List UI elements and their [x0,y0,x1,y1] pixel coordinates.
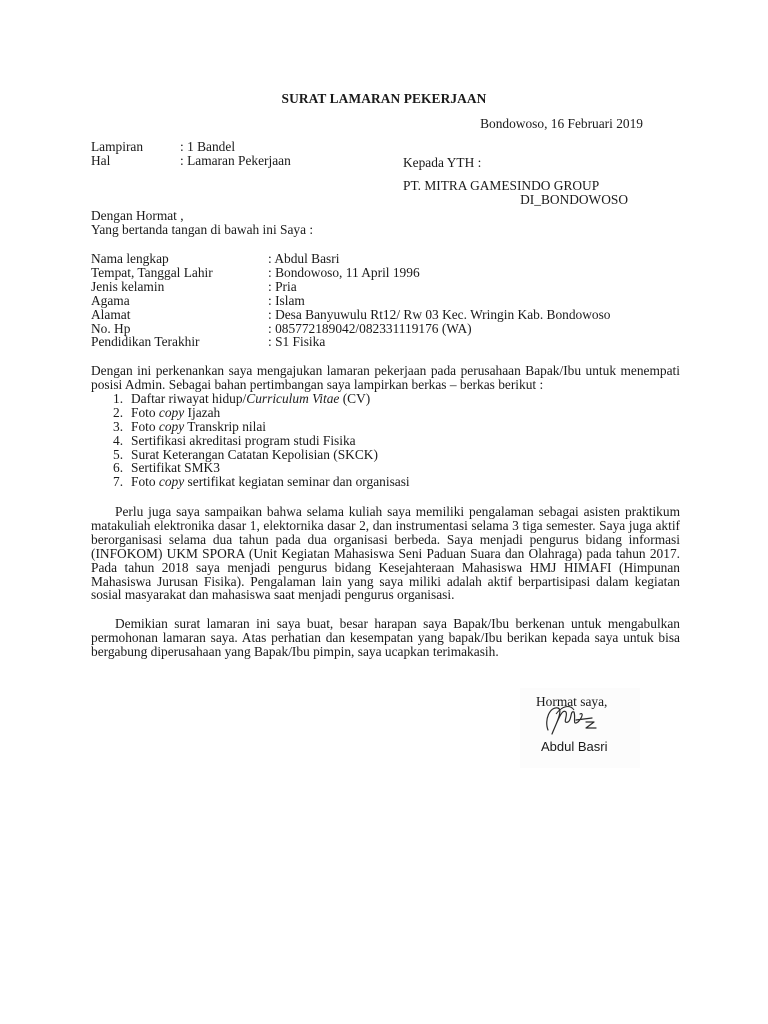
signature-name: Abdul Basri [541,739,608,754]
attachment-text-part: Ijazah [184,404,221,420]
attachment-text-part: sertifikat kegiatan seminar dan organisasi [184,474,410,490]
attachment-text [131,406,220,420]
meta-label-hal: Hal [91,153,111,168]
signature-block [520,688,640,768]
recipient-salutation: Kepada YTH : [403,155,482,170]
info-row-religion [91,294,611,308]
attachment-number: 2. [113,404,124,420]
attachment-text-part: Sertifikasi akreditasi program studi Fisika [131,432,356,448]
info-row-name [91,252,611,266]
application-paragraph: Dengan ini perkenankan saya mengajukan lamaran pekerjaan pada perusahaan Bapak/Ibu untuk menempati posisi Admin. Sebagai bahan pertimbangan saya lampirkan berkas – berkas berikut : [91,363,680,392]
attachment-text [131,475,410,489]
attachment-text [131,448,378,462]
info-label: Nama lengkap [91,251,169,266]
attachment-text-part: (CV) [339,391,371,406]
info-value: : Islam [268,292,305,308]
attachment-text-part: Foto [131,404,159,420]
signature-closing: Hormat saya, [536,694,608,709]
meta-value-lampiran: : 1 Bandel [180,139,236,154]
info-value: : S1 Fisika [268,334,326,350]
attachment-number: 5. [113,446,124,462]
recipient-city: DI_BONDOWOSO [520,192,628,207]
info-label: Tempat, Tanggal Lahir [91,264,213,280]
intro-line: Yang bertanda tangan di bawah ini Saya : [91,222,314,237]
attachment-text-part: Surat Keterangan Catatan Kepolisian (SKCK) [131,446,378,462]
info-value: : Bondowoso, 11 April 1996 [268,264,420,280]
info-row-phone [91,322,611,336]
closing-paragraph: Demikian surat lamaran ini saya buat, besar harapan saya Bapak/Ibu berkenan untuk mengabulkan permohonan lamaran saya. Atas perhatian dan kesempatan yang bapak/Ibu berikan kepada saya untuk bisa bergabung diperusahaan yang Bapak/Ibu pimpin, saya ucapkan terimakasih. [91,616,680,659]
info-value: : 085772189042/082331119176 (WA) [268,320,472,336]
meta-label-lampiran: Lampiran [91,139,144,154]
info-value: : Desa Banyuwulu Rt12/ Rw 03 Kec. Wringin Kab. Bondowoso [268,306,611,322]
info-row-birth [91,266,611,280]
info-label: Pendidikan Terakhir [91,334,200,350]
info-row-education [91,335,611,349]
attachment-italic: copy [158,404,185,420]
info-row-address [91,308,611,322]
attachment-text [131,392,370,406]
attachment-number: 3. [113,418,124,434]
info-label: Jenis kelamin [91,278,165,294]
attachment-text-part: Transkrip nilai [184,418,267,434]
attachment-text-part: Foto [131,474,159,490]
info-value: : Abdul Basri [268,251,340,266]
recipient-company: PT. MITRA GAMESINDO GROUP [403,178,600,193]
attachment-number: 1. [113,391,124,406]
attachment-italic: copy [158,418,185,434]
attachment-text-part: Foto [131,418,159,434]
info-value: : Pria [268,278,297,294]
experience-paragraph: Perlu juga saya sampaikan bahwa selama kuliah saya memiliki pengalaman sebagai asisten praktikum matakuliah elektronika dasar 1, elektornika dasar 2, dan instrumentasi selama 3 tiga semester. Saya juga aktif berorganisasi selama dua tahun pada dua organisasi berbeda. Saya menjadi pengurus bidang informasi (INFOKOM) UKM SPORA (Unit Kegiatan Mahasiswa Seni Paduan Suara dan Olahraga) pada tahun 2017. Pada tahun 2018 saya menjadi pengurus bidang Kesejahteraan Mahasiswa HMJ HIMAFI (Himpunan Mahasiswa Jurusan Fisika). Pengalaman lain yang saya miliki adalah aktif berpartisipasi dalam kegiatan sosial masyarakat dan mahasiswa saat menjadi pengurus organisasi. [91,504,680,603]
attachment-text [131,420,266,434]
info-row-gender [91,280,611,294]
meta-value-hal: : Lamaran Pekerjaan [180,153,291,168]
handwritten-signature-icon [540,700,610,740]
attachment-text [131,461,220,475]
greeting: Dengan Hormat , [91,208,184,223]
applicant-info-table [91,252,611,349]
attachment-text-part: Daftar riwayat hidup/ [131,391,247,406]
attachment-text-part: Sertifikat SMK3 [131,460,220,476]
attachment-text [131,434,356,448]
attachment-number: 6. [113,460,124,476]
info-label: No. Hp [91,320,131,336]
attachment-italic: Curriculum Vitae [246,391,340,406]
attachment-number: 7. [113,474,124,490]
attachment-number: 4. [113,432,124,448]
attachment-italic: copy [158,474,185,490]
place-date: Bondowoso, 16 Februari 2019 [480,116,643,131]
letter-title: SURAT LAMARAN PEKERJAAN [281,91,487,106]
info-label: Alamat [91,306,131,322]
info-label: Agama [91,292,130,308]
